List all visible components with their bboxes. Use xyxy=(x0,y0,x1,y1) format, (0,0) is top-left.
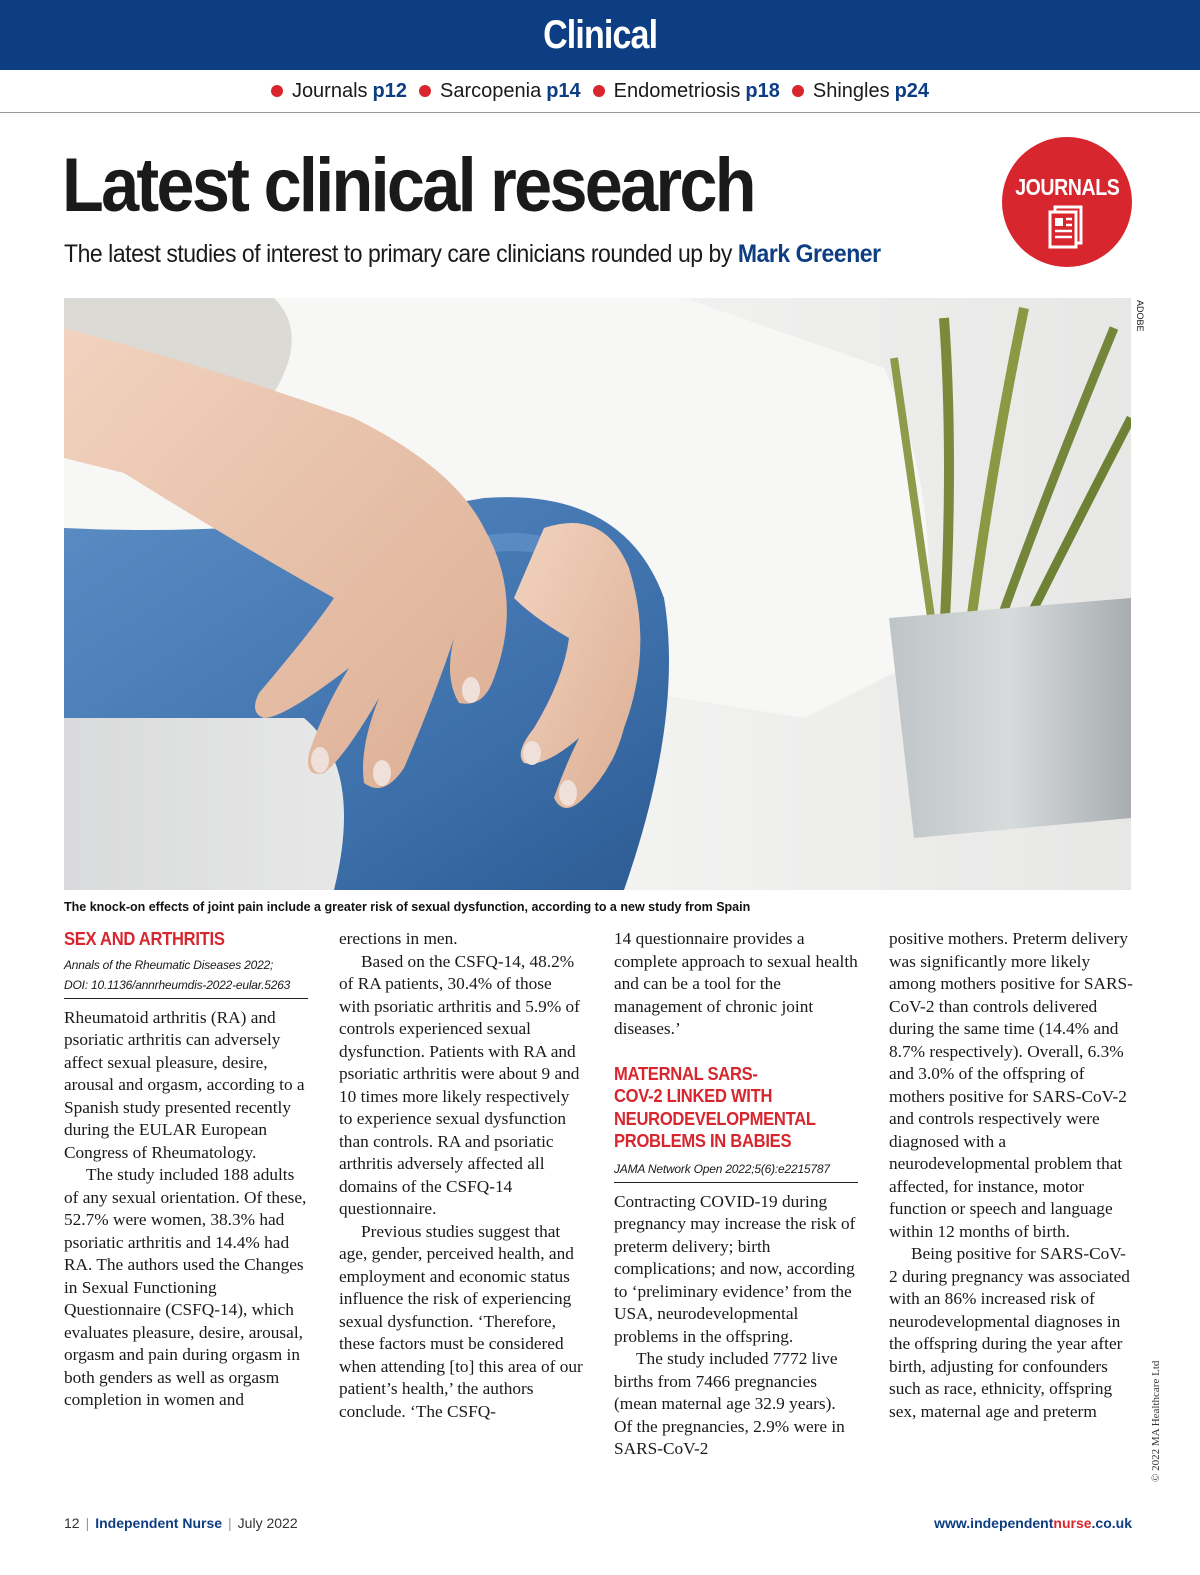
citation-line: JAMA Network Open 2022;5(6):e2215787 xyxy=(614,1161,830,1176)
brand-name-a: Independent xyxy=(95,1515,179,1531)
article-citation xyxy=(614,1153,858,1183)
contents-label: Journals xyxy=(291,79,368,102)
separator: | xyxy=(85,1515,90,1531)
contents-item-sarcopenia[interactable] xyxy=(419,80,581,103)
copyright-notice: © 2022 MA Healthcare Ltd xyxy=(1150,1360,1162,1482)
page-title: Latest clinical research xyxy=(62,143,754,228)
section-banner xyxy=(0,0,1200,70)
photo-caption: The knock-on effects of joint pain include a greater risk of sexual dysfunction, according to a new study from Spain xyxy=(64,900,751,914)
column-4 xyxy=(889,928,1133,1423)
contents-page: p14 xyxy=(546,79,581,102)
contents-item-shingles[interactable] xyxy=(792,80,929,103)
standfirst xyxy=(64,240,881,269)
body-paragraph: Rheumatoid arthritis (RA) and psoriatic arthritis can adversely affect sexual pleasure, desire, arousal and orgasm, according to a Spanish study presented recently during the EULAR European Congress of Rheumatology. xyxy=(64,1007,305,1162)
badge-label: JOURNALS xyxy=(1014,174,1120,200)
contents-item-endometriosis[interactable] xyxy=(593,80,780,103)
body-paragraph: 14 questionnaire provides a complete approach to sexual health and can be a tool for the management of chronic joint diseases.’ xyxy=(614,929,858,1038)
column-3 xyxy=(614,928,858,1461)
article-citation xyxy=(64,951,308,999)
contents-page: p12 xyxy=(372,79,408,102)
contents-page: p24 xyxy=(894,79,930,102)
section-title: Clinical xyxy=(542,12,658,57)
photo-illustration xyxy=(64,298,1131,890)
document-icon xyxy=(1047,205,1087,249)
contents-label: Endometriosis xyxy=(613,79,741,102)
bullet-icon xyxy=(271,85,283,97)
body-paragraph: erections in men. xyxy=(339,929,458,948)
footer-left xyxy=(64,1515,298,1531)
contents-label: Shingles xyxy=(812,79,890,102)
separator: | xyxy=(228,1515,232,1531)
heading-line: MATERNAL SARS- xyxy=(614,1063,758,1084)
body-paragraph: The study included 188 adults of any sexual orientation. Of these, 52.7% were women, 38.3% had psoriatic arthritis and 14.4% had RA. The authors used the Changes in Sexual Functioning Questionnaire (CSFQ-14), which evaluates pleasure, desire, arousal, orgasm and pain during orgasm in both genders as well as orgasm completion in women and xyxy=(64,1165,307,1409)
journals-badge xyxy=(1002,137,1132,267)
standfirst-text: The latest studies of interest to primary care clinicians rounded up by xyxy=(64,240,738,268)
url-part: .co.uk xyxy=(1091,1515,1132,1531)
citation-line: Annals of the Rheumatic Diseases 2022; xyxy=(64,957,274,972)
column-1 xyxy=(64,928,308,1412)
bullet-icon xyxy=(792,85,804,97)
contents-label: Sarcopenia xyxy=(440,79,542,102)
body-paragraph: positive mothers. Preterm delivery was significantly more likely among mothers positive for SARS-CoV-2 than controls delivered during the same time (14.4% and 8.7% respectively). Overall, 6.3% and 3.0% of the offspring of mothers positive for SARS-CoV-2 and controls respectively were diagnosed with a neurodevelopmental problem that affected, for instance, motor function or speech and language within 12 months of birth. xyxy=(889,929,1133,1241)
url-part: nurse xyxy=(1053,1515,1092,1531)
article-heading: SEX AND ARTHRITIS xyxy=(64,929,225,949)
bullet-icon xyxy=(593,85,605,97)
body-paragraph: Previous studies suggest that age, gender, perceived health, and employment and economic status influence the risk of experiencing sexual dysfunction. ‘Therefore, these factors must be considered when attending [to] this area of our patient’s health,’ the authors conclude. ‘The CSFQ- xyxy=(339,1221,583,1421)
citation-line: DOI: 10.1136/annrheumdis-2022-eular.5263 xyxy=(64,977,291,992)
footer-url[interactable] xyxy=(934,1515,1132,1531)
heading-line: PROBLEMS IN BABIES xyxy=(614,1131,792,1151)
contents-page: p18 xyxy=(745,79,780,102)
article-heading xyxy=(614,1063,862,1153)
contents-strip xyxy=(0,70,1200,113)
body-paragraph: Based on the CSFQ-14, 48.2% of RA patients, 30.4% of those with psoriatic arthritis and 5.9% of controls experienced sexual dysfunction. Patients with RA and psoriatic arthritis were about 9 and 10 times more likely respectively to experience sexual dysfunction than controls. RA and psoriatic arthritis adversely affected all domains of the CSFQ-14 questionnaire. xyxy=(339,951,580,1218)
page-number: 12 xyxy=(64,1515,80,1531)
photo-credit: ADOBE xyxy=(1135,300,1145,332)
issue-date: July 2022 xyxy=(237,1515,298,1531)
bullet-icon xyxy=(419,85,431,97)
brand-name-b: Nurse xyxy=(182,1515,223,1531)
body-paragraph: The study included 7772 live births from 7466 pregnancies (mean maternal age 32.9 years). Of the pregnancies, 2.9% were in SARS-CoV-2 xyxy=(614,1349,845,1458)
url-part: www.independent xyxy=(934,1515,1054,1531)
heading-line: NEURODEVELOPMENTAL xyxy=(614,1108,816,1129)
body-paragraph: Being positive for SARS-CoV-2 during pregnancy was associated with an 86% increased risk of neurodevelopmental diagnoses in the offspring during the year after birth, adjusting for confounders such as race, ethnicity, offspring sex, maternal age and preterm xyxy=(889,1244,1130,1421)
column-2 xyxy=(339,928,583,1423)
heading-line: COV-2 LINKED WITH xyxy=(614,1086,773,1106)
hero-photo xyxy=(64,298,1131,890)
author-name: Mark Greener xyxy=(737,240,881,268)
contents-item-journals[interactable] xyxy=(271,80,407,103)
body-paragraph: Contracting COVID-19 during pregnancy may increase the risk of preterm delivery; birth complications; and now, according to ‘preliminary evidence’ from the USA, neurodevelopmental problems in the offspring. xyxy=(614,1191,856,1346)
